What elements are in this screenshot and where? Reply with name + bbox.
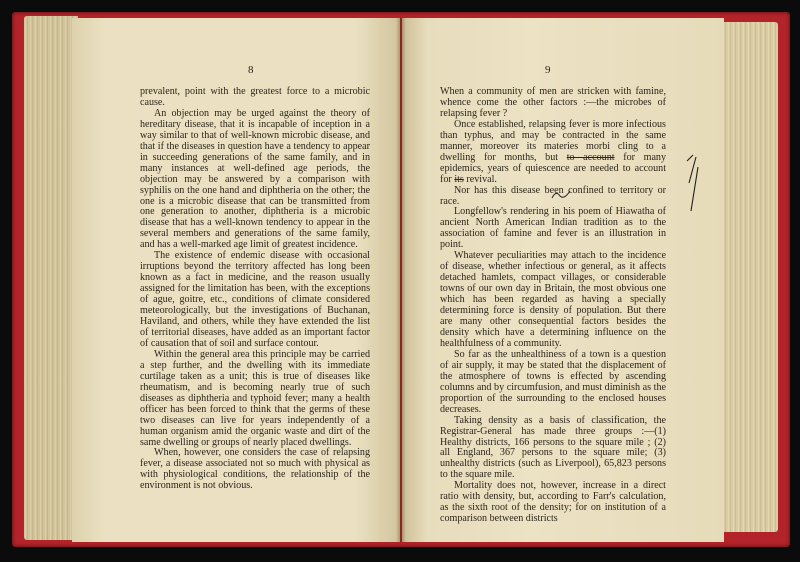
handwritten-caret-icon bbox=[550, 188, 574, 200]
paragraph: So far as the unhealthiness of a town is a question of air supply, it may be stated that the displacement of the atmosphere of towns is effected by ascending columns and by circumfusion, and must diminish as the proportion of the surrounding to the enclosed houses decreases. bbox=[440, 348, 666, 415]
text-run: for many epidemics, years of quiescence are needed to account for bbox=[440, 151, 667, 185]
paragraph-relapsing-fever bbox=[440, 120, 666, 186]
paragraph: prevalent, point with the greatest force to a microbic cause. bbox=[140, 86, 370, 108]
left-page-text bbox=[140, 87, 370, 492]
paragraph: Whatever peculiarities may attach to the incidence of disease, whether infectious or general, as it affects detached hamlets, compact villages, or considerable towns of our own day in Britain, the most obvious one which has been regarded as having a specially determining force is density of population. But there are many other consequential factors besides the density which have a determining influence on the healthfulness of a community. bbox=[440, 250, 666, 349]
paragraph: An objection may be urged against the theory of hereditary disease, that it is incapable of inception in a way similar to that of well-known microbic disease, and that if the diseases in question have a tendency to appear in succeeding generations of the same family, and in many instances at well-defined age periods, the objection may be answered by a comparison with syphilis on the one hand and diphtheria on the other; the one is a microbic disease that can be transmitted from one generation to another, diphtheria is a microbic disease that has a well-known tendency to appear in the several members and generations of the same family, and has a well-marked age limit of greatest incidence. bbox=[140, 107, 370, 251]
struck-text: its bbox=[454, 173, 464, 185]
struck-text: to account bbox=[566, 151, 615, 163]
paragraph: The existence of endemic disease with occasional irruptions beyond the territory affected has long been known as a fact in medicine, and the reason usually assigned for the limitation has been, with the exceptions of ague, goitre, etc., conditions of climate considered meteorologically, but the investigations of Buchanan, Haviland, and others, while they have extended the list of territorial diseases, have added as an important factor of causation that of soil and surface contour. bbox=[140, 250, 370, 349]
text-run: revival. bbox=[466, 173, 497, 185]
paragraph: Taking density as a basis of classification, the Registrar-General has made three groups :—(1) Healthy districts, 166 persons to the square mile ; (2) all England, 367 persons to the square mile; (3) unhealthy districts (such as Liverpool), 65,823 persons to the square mile. bbox=[440, 414, 666, 481]
page-number-left: 8 bbox=[248, 64, 254, 76]
paragraph: When, however, one considers the case of relapsing fever, a disease associated not so much with physical as with physiological conditions, the relationship of the environment is not obvious. bbox=[140, 447, 370, 492]
left-page-edges bbox=[24, 16, 78, 540]
paragraph: Within the general area this principle may be carried a step further, and the dwelling with its immediate curtilage taken as a unit; this is true of diseases like rheumatism, and is becoming nearly true of such diseases as diphtheria and typhoid fever; many a health officer has been forced to think that the germs of these two diseases can live for years independently of a human organism amid the organic waste and dirt of the same dwelling or groups of nearly placed dwellings. bbox=[140, 348, 370, 448]
page-number-right: 9 bbox=[545, 64, 551, 76]
right-page bbox=[402, 18, 724, 542]
paragraph: Mortality does not, however, increase in a direct ratio with density, but, according to Farr's calculation, as the sixth root of the density; for on institution of a comparison between districts bbox=[440, 480, 666, 525]
text-run: Once established, relapsing fever is more infectious than typhus, and may be contracted in the same manner, moreover its materies morbi cling to a dwelling for months, but bbox=[440, 118, 666, 163]
paragraph: When a community of men are stricken with famine, whence come the other factors :—the microbes of relapsing fever ? bbox=[440, 86, 666, 119]
right-page-text bbox=[440, 87, 666, 525]
book-gutter bbox=[396, 18, 406, 542]
right-page-edges bbox=[722, 22, 778, 532]
handwritten-margin-mark-icon bbox=[685, 153, 699, 213]
paragraph: Nor has this disease been confined to territory or race. bbox=[440, 184, 666, 207]
paragraph: Longfellow's rendering in his poem of Hiawatha of ancient North American Indian tradition as to the association of famine and fever is an illustration in point. bbox=[440, 206, 666, 251]
left-page bbox=[72, 18, 400, 542]
